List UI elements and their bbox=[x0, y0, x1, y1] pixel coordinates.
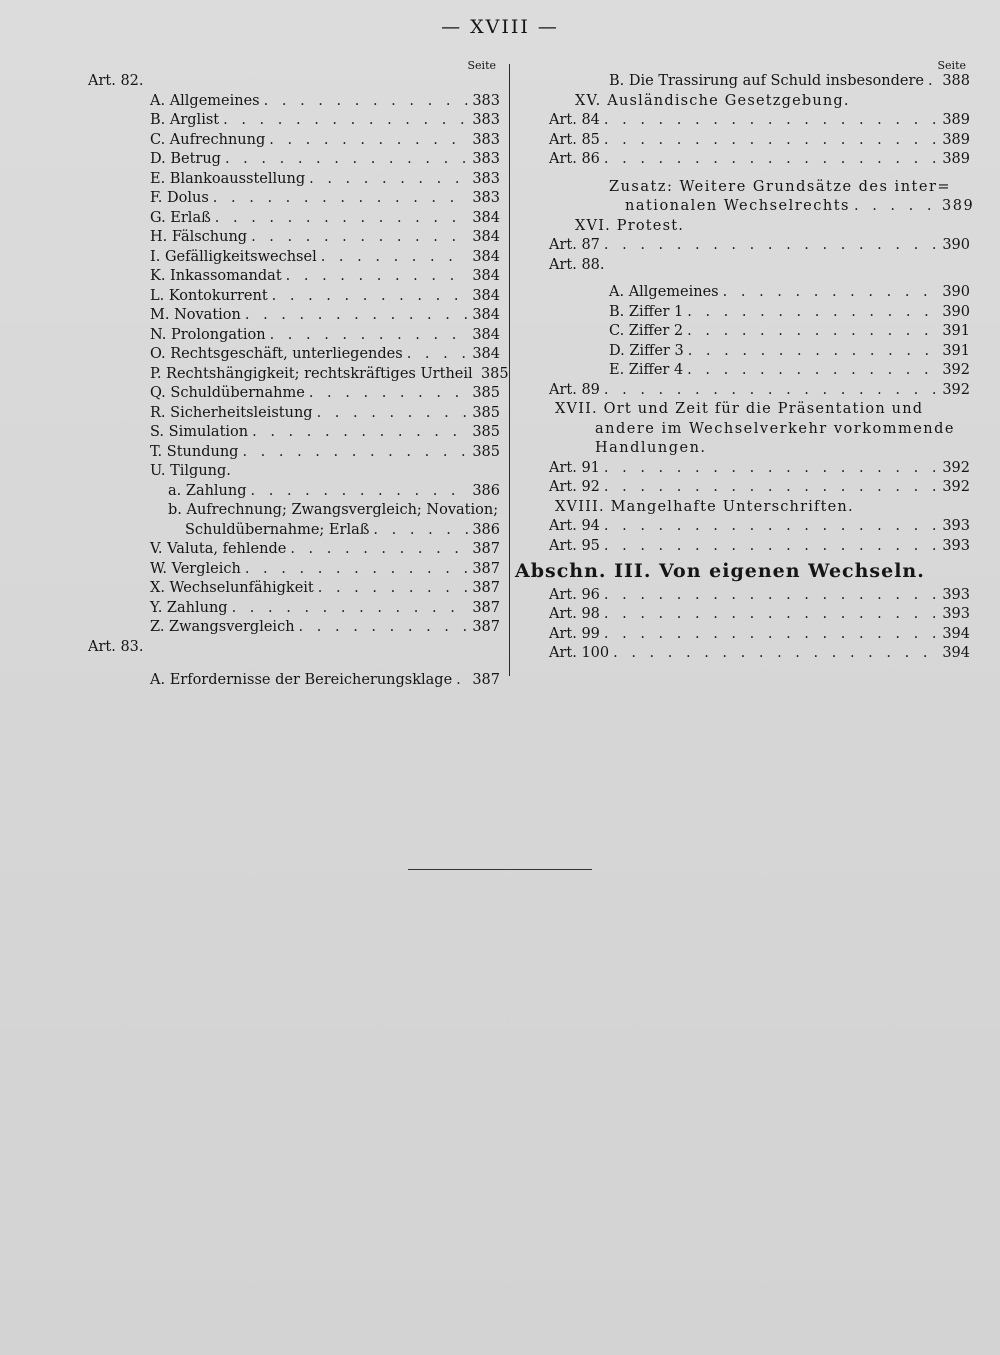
section-heading-xvii: XVII. Ort und Zeit für die Präsentation und bbox=[555, 401, 924, 417]
toc-entry bbox=[515, 517, 970, 537]
toc-entry bbox=[88, 111, 500, 131]
leader-dots bbox=[299, 618, 468, 638]
leader-dots bbox=[604, 131, 938, 151]
toc-entry-page: 383 bbox=[472, 151, 500, 167]
abschnitt-iii-entries bbox=[515, 586, 970, 664]
leader-dots bbox=[723, 283, 938, 303]
toc-entry-page: 392 bbox=[942, 459, 970, 476]
toc-entry-label: Art. 100 bbox=[549, 645, 610, 661]
toc-entry bbox=[88, 365, 509, 385]
toc-entry-label: S. Simulation bbox=[150, 424, 249, 440]
toc-entry: A. Erfordernisse der Bereicherungsklage . . . 387 bbox=[88, 671, 500, 691]
leader-dots bbox=[687, 322, 938, 342]
toc-entry-page: 383 bbox=[472, 92, 500, 109]
toc-entry-label: K. Inkassomandat bbox=[150, 268, 282, 284]
toc-entry-label: F. Dolus bbox=[150, 190, 209, 206]
leader-dots bbox=[242, 443, 468, 463]
toc-entry bbox=[88, 267, 500, 287]
page-number-header: — XVIII — bbox=[441, 16, 559, 38]
toc-entry-page: 390 bbox=[942, 303, 970, 320]
toc-entry bbox=[88, 306, 500, 326]
toc-entry bbox=[88, 579, 500, 599]
toc-entry-label: O. Rechtsgeschäft, unterliegendes bbox=[150, 346, 403, 362]
leader-dots bbox=[245, 306, 468, 326]
toc-entry-label: Q. Schuldübernahme bbox=[150, 385, 305, 401]
leader-dots bbox=[309, 170, 468, 190]
toc-entry-page: 390 bbox=[942, 284, 970, 300]
toc-entry-page: 392 bbox=[942, 479, 970, 495]
toc-entry-label: M. Novation bbox=[150, 307, 241, 323]
toc-entry-label: Z. Zwangsvergleich bbox=[150, 619, 295, 635]
toc-entry bbox=[88, 599, 500, 619]
toc-entry-page: 383 bbox=[472, 170, 500, 187]
section-heading-xvii-line3: Handlungen. bbox=[595, 440, 707, 456]
leader-dots bbox=[286, 267, 468, 287]
toc-entry bbox=[88, 443, 500, 463]
leader-dots bbox=[272, 287, 468, 307]
toc-entry bbox=[88, 248, 500, 268]
toc-entry-label: Art. 86 bbox=[549, 151, 600, 167]
toc-entry bbox=[88, 560, 500, 580]
toc-entry-label: X. Wechselunfähigkeit bbox=[150, 580, 314, 596]
toc-entry-page: 393 bbox=[942, 606, 970, 622]
toc-entry bbox=[88, 345, 500, 365]
toc-entry bbox=[515, 303, 970, 323]
leader-dots bbox=[604, 459, 938, 479]
toc-entry bbox=[515, 342, 970, 362]
toc-entry: Art. 87 . . . 390 bbox=[515, 236, 970, 256]
leader-dots bbox=[613, 644, 938, 664]
toc-entry-page: 384 bbox=[472, 229, 500, 245]
xvii-entries bbox=[515, 459, 970, 498]
toc-entry bbox=[88, 189, 500, 209]
leader-dots bbox=[232, 599, 468, 619]
toc-entry-page: 387 bbox=[472, 560, 500, 577]
leader-dots bbox=[687, 303, 938, 323]
leader-dots bbox=[309, 384, 468, 404]
toc-entry-label: Art. 91 bbox=[549, 459, 600, 476]
toc-entry-label: Art. 96 bbox=[549, 586, 600, 603]
toc-entry-page: 387 bbox=[472, 599, 500, 616]
toc-entry bbox=[515, 478, 970, 498]
toc-entry-page: 385 bbox=[472, 424, 500, 440]
toc-entry bbox=[515, 459, 970, 479]
toc-entry-page: 383 bbox=[472, 131, 500, 148]
leader-dots bbox=[252, 423, 468, 443]
tilgung-heading: U. Tilgung. bbox=[150, 463, 231, 479]
toc-entry-label: E. Blankoausstellung bbox=[150, 170, 306, 187]
toc-entry-page: 384 bbox=[472, 209, 500, 226]
abschnitt-iii-heading: Abschn. III. Von eigenen Wechseln. bbox=[515, 560, 925, 582]
toc-entry bbox=[88, 618, 500, 638]
toc-entry bbox=[515, 111, 970, 131]
toc-entry bbox=[515, 644, 970, 664]
toc-entry-page: 384 bbox=[472, 248, 500, 265]
toc-entry-label: Art. 85 bbox=[549, 131, 600, 148]
toc-entry-page: 385 bbox=[472, 385, 500, 401]
toc-entry-label: R. Sicherheitsleistung bbox=[150, 404, 313, 421]
leader-dots bbox=[213, 189, 468, 209]
toc-entry: Schuldübernahme; Erlaß . . . 386 bbox=[88, 521, 500, 541]
toc-entry-page: 389 bbox=[942, 151, 970, 167]
left-column bbox=[88, 59, 509, 691]
toc-entry bbox=[515, 625, 970, 645]
toc-entry-label: A. Allgemeines bbox=[609, 284, 719, 300]
leader-dots bbox=[245, 560, 468, 580]
leader-dots bbox=[604, 605, 938, 625]
section-heading-xv: XV. Ausländische Gesetzgebung. bbox=[575, 92, 850, 109]
toc-entry: B. Die Trassirung auf Schuld insbesondere . . . 388 bbox=[515, 72, 970, 92]
toc-entry bbox=[88, 228, 500, 248]
toc-entry bbox=[515, 537, 970, 557]
toc-entry bbox=[515, 361, 970, 381]
toc-entry-label: A. Allgemeines bbox=[150, 92, 260, 109]
toc-entry-page: 383 bbox=[472, 112, 500, 128]
section-heading-xvi: XVI. Protest. bbox=[575, 217, 685, 234]
section-heading-xviii: XVIII. Mangelhafte Unterschriften. bbox=[555, 498, 854, 515]
toc-entry-label: Art. 95 bbox=[549, 537, 600, 554]
leader-dots bbox=[604, 517, 938, 537]
toc-entry bbox=[88, 170, 500, 190]
section-heading-xvii-line2: andere im Wechselverkehr vorkommende bbox=[595, 420, 955, 437]
leader-dots bbox=[225, 150, 468, 170]
toc-entry-page: 389 bbox=[942, 112, 970, 128]
toc-entry-label: Art. 84 bbox=[549, 112, 600, 128]
toc-entry bbox=[88, 404, 500, 424]
leader-dots bbox=[604, 625, 938, 645]
toc-entry: nationalen Wechselrechts . . . 389 bbox=[515, 197, 970, 217]
toc-entry-label: Art. 98 bbox=[549, 606, 600, 622]
toc-entry bbox=[515, 605, 970, 625]
toc-entry bbox=[88, 92, 500, 112]
toc-entry-label: D. Betrug bbox=[150, 151, 221, 167]
seite-label-left: Seite bbox=[467, 59, 496, 72]
toc-entry-page: 389 bbox=[942, 131, 970, 148]
toc-entry-label: L. Kontokurrent bbox=[150, 287, 268, 304]
toc-entry-label: N. Prolongation bbox=[150, 326, 266, 343]
toc-entry-label: V. Valuta, fehlende bbox=[150, 541, 287, 557]
toc-entry bbox=[88, 326, 500, 346]
toc-entry-page: 393 bbox=[942, 537, 970, 554]
toc-entry-page: 385 bbox=[480, 365, 509, 382]
toc-entry-label: P. Rechtshängigkeit; rechtskräftiges Urtheil bbox=[150, 365, 473, 382]
toc-entry-page: 393 bbox=[942, 586, 970, 603]
toc-entry bbox=[88, 423, 500, 443]
toc-entry bbox=[88, 150, 500, 170]
leader-dots bbox=[688, 342, 938, 362]
leader-dots bbox=[407, 345, 468, 365]
toc-entry bbox=[515, 322, 970, 342]
toc-entry bbox=[88, 540, 500, 560]
toc-entry-label: Art. 99 bbox=[549, 625, 600, 642]
art-88-heading: Art. 88. bbox=[549, 256, 605, 273]
right-column bbox=[515, 59, 975, 664]
leader-dots bbox=[604, 586, 938, 606]
toc-entry-page: 394 bbox=[942, 625, 970, 642]
toc-entry-label: D. Ziffer 3 bbox=[609, 342, 684, 359]
column-divider bbox=[509, 64, 510, 676]
leader-dots bbox=[604, 537, 938, 557]
leader-dots bbox=[270, 326, 468, 346]
toc-entry-page: 385 bbox=[472, 443, 500, 460]
seite-label-right: Seite bbox=[937, 59, 966, 72]
toc-entry-page: 384 bbox=[472, 307, 500, 323]
toc-entry-label: T. Stundung bbox=[150, 443, 239, 460]
leader-dots bbox=[264, 92, 468, 112]
toc-entry-label: Art. 92 bbox=[549, 479, 600, 495]
toc-entry-label: Art. 94 bbox=[549, 518, 600, 534]
toc-entry-label: B. Ziffer 1 bbox=[609, 303, 684, 320]
toc-entry-label: I. Gefälligkeitswechsel bbox=[150, 248, 317, 265]
toc-entry-label: B. Arglist bbox=[150, 112, 220, 128]
toc-entry-page: 383 bbox=[472, 190, 500, 206]
art-82-entries-continued bbox=[88, 540, 500, 638]
toc-entry bbox=[88, 131, 500, 151]
art-82-heading: Art. 82. bbox=[88, 73, 144, 89]
leader-dots bbox=[604, 111, 938, 131]
toc-entry-label: Y. Zahlung bbox=[150, 599, 228, 616]
toc-entry bbox=[88, 287, 500, 307]
leader-dots bbox=[317, 404, 468, 424]
leader-dots bbox=[215, 209, 468, 229]
toc-entry-page: 384 bbox=[472, 326, 500, 343]
art-83-heading: Art. 83. bbox=[88, 638, 144, 655]
toc-entry-label: H. Fälschung bbox=[150, 229, 248, 245]
toc-entry-page: 384 bbox=[472, 268, 500, 284]
toc-entry bbox=[515, 586, 970, 606]
toc-entry: a. Zahlung . . . 386 bbox=[88, 482, 500, 502]
end-rule bbox=[408, 869, 592, 870]
zusatz-line: Zusatz: Weitere Grundsätze des inter= bbox=[609, 178, 952, 195]
xv-entries bbox=[515, 111, 970, 170]
toc-entry-page: 387 bbox=[472, 580, 500, 596]
toc-entry-page: 387 bbox=[472, 619, 500, 635]
toc-entry-page: 394 bbox=[942, 645, 970, 661]
leader-dots bbox=[318, 579, 468, 599]
toc-entry-label: C. Aufrechnung bbox=[150, 131, 266, 148]
toc-entry bbox=[515, 150, 970, 170]
leader-dots bbox=[604, 478, 938, 498]
toc-entry-label: W. Vergleich bbox=[150, 560, 241, 577]
toc-entry-line: b. Aufrechnung; Zwangsvergleich; Novation; bbox=[168, 502, 499, 518]
toc-entry-page: 393 bbox=[942, 518, 970, 534]
toc-entry bbox=[515, 131, 970, 151]
leader-dots bbox=[604, 150, 938, 170]
leader-dots bbox=[251, 228, 468, 248]
toc-entry bbox=[515, 283, 970, 303]
toc-entry-page: 391 bbox=[942, 342, 970, 359]
toc-entry-label: G. Erlaß bbox=[150, 209, 211, 226]
leader-dots bbox=[321, 248, 468, 268]
xviii-entries bbox=[515, 517, 970, 556]
leader-dots bbox=[269, 131, 468, 151]
art-82-entries bbox=[88, 92, 509, 463]
toc-entry-page: 387 bbox=[472, 541, 500, 557]
toc-entry bbox=[88, 384, 500, 404]
toc-entry-label: E. Ziffer 4 bbox=[609, 362, 684, 378]
toc-entry bbox=[88, 209, 500, 229]
leader-dots bbox=[290, 540, 468, 560]
toc-entry-page: 384 bbox=[472, 287, 500, 304]
art-88-entries bbox=[515, 283, 970, 381]
toc-entry: Art. 89 . . . 392 bbox=[515, 381, 970, 401]
toc-entry-page: 385 bbox=[472, 404, 500, 421]
toc-entry-page: 392 bbox=[942, 362, 970, 378]
toc-entry-page: 391 bbox=[942, 323, 970, 339]
leader-dots bbox=[223, 111, 468, 131]
toc-entry-page: 384 bbox=[472, 346, 500, 362]
leader-dots bbox=[687, 361, 938, 381]
toc-entry-label: C. Ziffer 2 bbox=[609, 323, 684, 339]
